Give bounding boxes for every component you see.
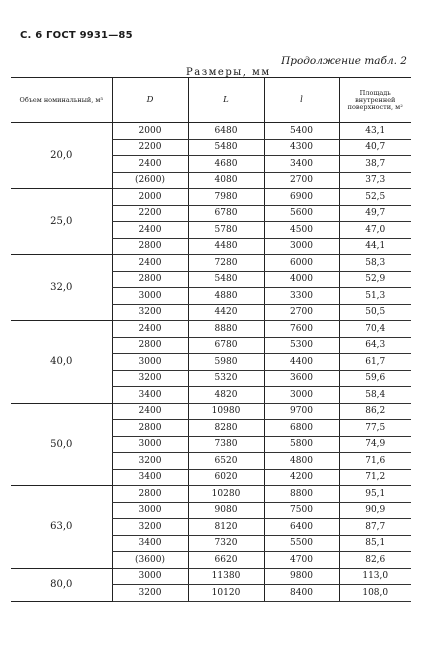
l-upper-cell: 7380 xyxy=(188,436,264,453)
area-cell: 77,5 xyxy=(339,420,411,437)
d-cell: (3600) xyxy=(112,552,188,569)
area-cell: 49,7 xyxy=(339,205,411,222)
area-cell: 86,2 xyxy=(339,403,411,420)
l-upper-cell: 5980 xyxy=(188,354,264,371)
d-cell: 3200 xyxy=(112,585,188,602)
l-upper-cell: 4480 xyxy=(188,238,264,255)
l-lower-cell: 4500 xyxy=(264,222,339,239)
volume-cell: 25,0 xyxy=(11,189,112,255)
d-cell: (2600) xyxy=(112,172,188,189)
area-cell: 40,7 xyxy=(339,139,411,156)
area-cell: 52,5 xyxy=(339,189,411,206)
d-cell: 2800 xyxy=(112,486,188,503)
l-lower-cell: 5500 xyxy=(264,535,339,552)
d-cell: 3200 xyxy=(112,453,188,470)
l-upper-cell: 5480 xyxy=(188,139,264,156)
l-upper-cell: 6780 xyxy=(188,205,264,222)
area-cell: 50,5 xyxy=(339,304,411,321)
area-cell: 113,0 xyxy=(339,568,411,585)
l-lower-cell: 6800 xyxy=(264,420,339,437)
l-lower-cell: 9700 xyxy=(264,403,339,420)
table-row xyxy=(11,403,411,420)
l-upper-cell: 7280 xyxy=(188,255,264,272)
d-cell: 2400 xyxy=(112,156,188,173)
table-body xyxy=(11,123,411,602)
l-lower-cell: 6000 xyxy=(264,255,339,272)
area-cell: 71,2 xyxy=(339,469,411,486)
d-cell: 3200 xyxy=(112,519,188,536)
l-lower-cell: 8800 xyxy=(264,486,339,503)
header-d: D xyxy=(112,78,188,123)
l-upper-cell: 4880 xyxy=(188,288,264,305)
area-cell: 64,3 xyxy=(339,337,411,354)
l-upper-cell: 4820 xyxy=(188,387,264,404)
table-header-row xyxy=(11,78,411,123)
header-volume: Объем номинальный, м³ xyxy=(19,95,103,104)
l-lower-cell: 2700 xyxy=(264,172,339,189)
volume-cell: 32,0 xyxy=(11,255,112,321)
area-cell: 87,7 xyxy=(339,519,411,536)
area-cell: 108,0 xyxy=(339,585,411,602)
l-upper-cell: 8880 xyxy=(188,321,264,338)
d-cell: 2800 xyxy=(112,420,188,437)
l-upper-cell: 8120 xyxy=(188,519,264,536)
l-upper-cell: 5320 xyxy=(188,370,264,387)
area-cell: 71,6 xyxy=(339,453,411,470)
l-upper-cell: 6620 xyxy=(188,552,264,569)
header-l-lower: l xyxy=(264,78,339,123)
header-area: Площадь внутренней поверхности, м² xyxy=(339,78,411,123)
area-cell: 58,4 xyxy=(339,387,411,404)
l-lower-cell: 7600 xyxy=(264,321,339,338)
l-lower-cell: 3000 xyxy=(264,387,339,404)
table-caption: Размеры, мм xyxy=(186,67,271,78)
l-lower-cell: 4400 xyxy=(264,354,339,371)
d-cell: 2400 xyxy=(112,321,188,338)
l-lower-cell: 6400 xyxy=(264,519,339,536)
l-upper-cell: 8280 xyxy=(188,420,264,437)
area-cell: 90,9 xyxy=(339,502,411,519)
area-cell: 52,9 xyxy=(339,271,411,288)
area-cell: 85,1 xyxy=(339,535,411,552)
volume-cell: 63,0 xyxy=(11,486,112,569)
d-cell: 2800 xyxy=(112,238,188,255)
l-lower-cell: 5300 xyxy=(264,337,339,354)
volume-cell: 80,0 xyxy=(11,568,112,601)
d-cell: 3000 xyxy=(112,288,188,305)
l-lower-cell: 4300 xyxy=(264,139,339,156)
l-upper-cell: 5780 xyxy=(188,222,264,239)
d-cell: 3400 xyxy=(112,535,188,552)
l-lower-cell: 9800 xyxy=(264,568,339,585)
area-cell: 82,6 xyxy=(339,552,411,569)
l-upper-cell: 6520 xyxy=(188,453,264,470)
area-cell: 37,3 xyxy=(339,172,411,189)
area-cell: 38,7 xyxy=(339,156,411,173)
area-cell: 47,0 xyxy=(339,222,411,239)
page-header: С. 6 ГОСТ 9931—85 xyxy=(20,30,133,41)
l-lower-cell: 5600 xyxy=(264,205,339,222)
table-row xyxy=(11,568,411,585)
d-cell: 2800 xyxy=(112,271,188,288)
l-upper-cell: 6020 xyxy=(188,469,264,486)
l-lower-cell: 5800 xyxy=(264,436,339,453)
l-lower-cell: 7500 xyxy=(264,502,339,519)
d-cell: 2400 xyxy=(112,403,188,420)
d-cell: 2200 xyxy=(112,205,188,222)
table-row xyxy=(11,189,411,206)
d-cell: 2000 xyxy=(112,189,188,206)
l-upper-cell: 4680 xyxy=(188,156,264,173)
d-cell: 3000 xyxy=(112,568,188,585)
area-cell: 58,3 xyxy=(339,255,411,272)
table-row xyxy=(11,255,411,272)
volume-cell: 40,0 xyxy=(11,321,112,404)
d-cell: 3000 xyxy=(112,502,188,519)
table-row xyxy=(11,321,411,338)
l-upper-cell: 5480 xyxy=(188,271,264,288)
d-cell: 3200 xyxy=(112,304,188,321)
header-l-upper: L xyxy=(188,78,264,123)
volume-cell: 50,0 xyxy=(11,403,112,486)
l-upper-cell: 7320 xyxy=(188,535,264,552)
l-lower-cell: 5400 xyxy=(264,123,339,140)
l-upper-cell: 10120 xyxy=(188,585,264,602)
d-cell: 3000 xyxy=(112,354,188,371)
dimensions-table xyxy=(11,77,411,602)
d-cell: 3200 xyxy=(112,370,188,387)
l-lower-cell: 3600 xyxy=(264,370,339,387)
l-lower-cell: 2700 xyxy=(264,304,339,321)
volume-cell: 20,0 xyxy=(11,123,112,189)
area-cell: 51,3 xyxy=(339,288,411,305)
l-lower-cell: 8400 xyxy=(264,585,339,602)
l-upper-cell: 10280 xyxy=(188,486,264,503)
continuation-note: Продолжение табл. 2 xyxy=(281,55,407,67)
d-cell: 2000 xyxy=(112,123,188,140)
area-cell: 95,1 xyxy=(339,486,411,503)
l-upper-cell: 6780 xyxy=(188,337,264,354)
l-lower-cell: 3300 xyxy=(264,288,339,305)
l-upper-cell: 4420 xyxy=(188,304,264,321)
area-cell: 74,9 xyxy=(339,436,411,453)
l-lower-cell: 3400 xyxy=(264,156,339,173)
l-upper-cell: 10980 xyxy=(188,403,264,420)
l-upper-cell: 4080 xyxy=(188,172,264,189)
table-row xyxy=(11,486,411,503)
area-cell: 43,1 xyxy=(339,123,411,140)
d-cell: 2400 xyxy=(112,222,188,239)
l-lower-cell: 4200 xyxy=(264,469,339,486)
l-upper-cell: 6480 xyxy=(188,123,264,140)
d-cell: 3400 xyxy=(112,469,188,486)
d-cell: 2400 xyxy=(112,255,188,272)
d-cell: 2800 xyxy=(112,337,188,354)
table-row xyxy=(11,123,411,140)
l-lower-cell: 6900 xyxy=(264,189,339,206)
area-cell: 44,1 xyxy=(339,238,411,255)
area-cell: 70,4 xyxy=(339,321,411,338)
l-lower-cell: 4800 xyxy=(264,453,339,470)
d-cell: 2200 xyxy=(112,139,188,156)
l-lower-cell: 4700 xyxy=(264,552,339,569)
l-lower-cell: 4000 xyxy=(264,271,339,288)
dimensions-table-container xyxy=(11,77,411,602)
d-cell: 3000 xyxy=(112,436,188,453)
l-upper-cell: 9080 xyxy=(188,502,264,519)
area-cell: 61,7 xyxy=(339,354,411,371)
area-cell: 59,6 xyxy=(339,370,411,387)
d-cell: 3400 xyxy=(112,387,188,404)
l-upper-cell: 11380 xyxy=(188,568,264,585)
l-upper-cell: 7980 xyxy=(188,189,264,206)
l-lower-cell: 3000 xyxy=(264,238,339,255)
